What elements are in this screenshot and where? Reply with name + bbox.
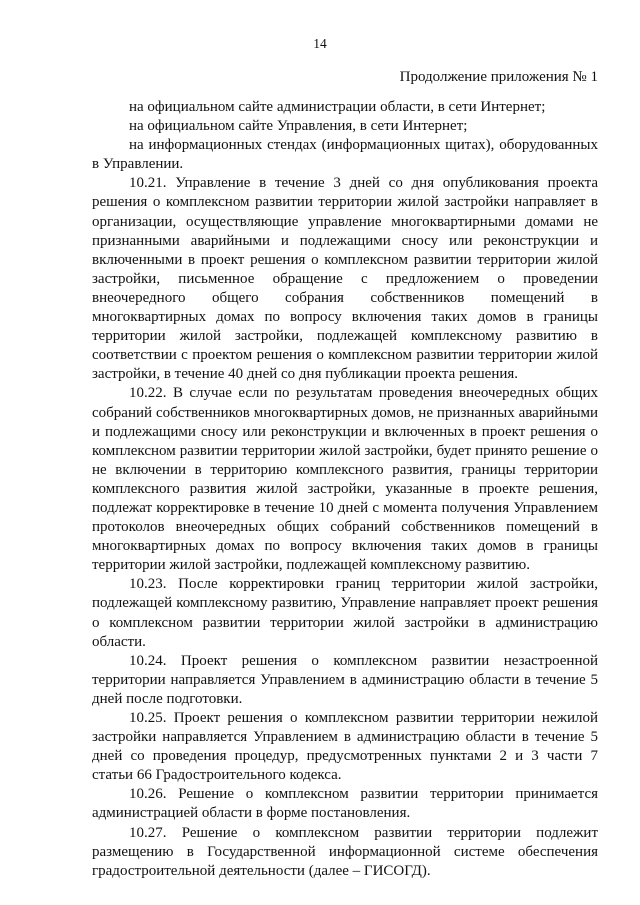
document-body: [92, 98, 598, 881]
paragraph-10-22: 10.22. В случае если по результатам проведения внеочередных общих собраний собственников многоквартирных домов, не признанных аварийными и подлежащими сносу или реконструкции и включенных в проект решения о комплексном развитии территории жилой застройки, будет принято решение о не включении в территорию комплексного развития, границы территории комплексного развития жилой застройки, указанные в проекте решения, подлежат корректировке в течение 10 дней с момента получения Управлением протоколов внеочередных общих собраний собственников помещений в многоквартирных домах по вопросу включения таких домов в границы территории жилой застройки, подлежащей комплексному развитию.: [92, 385, 598, 574]
list-item-department-site: на официальном сайте Управления, в сети Интернет;: [129, 118, 468, 135]
paragraph-10-27: 10.27. Решение о комплексном развитии территории подлежит размещению в Государственной информационной системе обеспечения градостроительной деятельности (далее – ГИСОГД).: [92, 824, 598, 879]
paragraph-10-23: 10.23. После корректировки границ территории жилой застройки, подлежащей комплексному развитию, Управление направляет проект решения о комплексном развитии территории жилой застройки в администрацию области.: [92, 576, 598, 650]
appendix-continuation-note: Продолжение приложения № 1: [399, 69, 598, 85]
list-item-admin-site: на официальном сайте администрации области, в сети Интернет;: [129, 99, 546, 115]
paragraph-10-21: 10.21. Управление в течение 3 дней со дня опубликования проекта решения о комплексном развитии территории жилой застройки направляет в организации, осуществляющие управление многоквартирными домами не признанными аварийными и подлежащими сносу или реконструкции и включенными в проект решения о комплексном развитии территории жилой застройки, письменное обращение с предложением о проведении внеочередного общего собрания собственников помещений в многоквартирных домах по вопросу включения таких домов в границы территории жилой застройки, подлежащей комплексному развитию в соответствии с проектом решения о комплексном развитии территории жилой застройки, в течение 40 дней со дня публикации проекта решения.: [92, 175, 598, 383]
paragraph-10-24: 10.24. Проект решения о комплексном развитии незастроенной территории направляется Управлением в администрацию области в течение 5 дней после подготовки.: [92, 652, 598, 707]
paragraph-10-25: 10.25. Проект решения о комплексном развитии территории нежилой застройки направляется Управлением в администрацию области в течение 5 дней со проведения процедур, предусмотренных пунктами 2 и 3 части 7 статьи 66 Градостроительного кодекса.: [92, 710, 598, 784]
page-number: 14: [313, 36, 327, 51]
paragraph-10-26: 10.26. Решение о комплексном развитии территории принимается администрацией области в форме постановления.: [92, 786, 598, 822]
list-item-info-stands: на информационных стендах (информационных щитах), оборудованных в Управлении.: [92, 137, 598, 173]
